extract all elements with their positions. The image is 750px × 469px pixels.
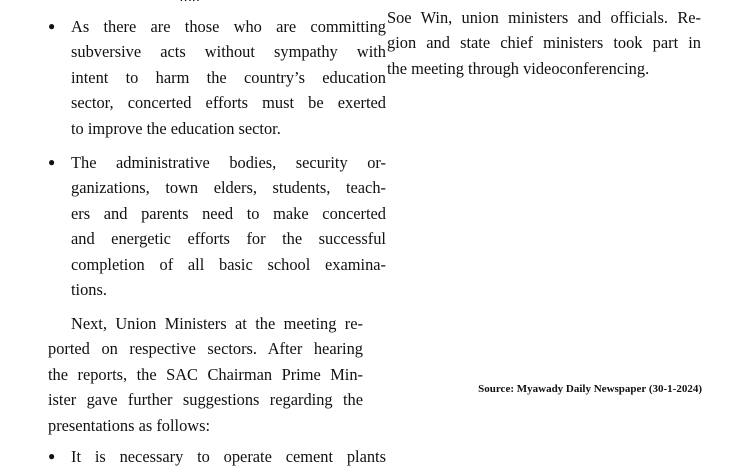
paragraph-line: presentations as follows: (48, 415, 211, 435)
paragraph-line: the meeting through videoconferencing. (387, 58, 650, 78)
bullet-icon: ● (48, 155, 56, 169)
bullet-item-cement-plants (48, 444, 386, 469)
bullet-line: to improve the education sector. (71, 118, 281, 138)
source-citation: Source: Myawady Daily Newspaper (30-1-2024) (478, 383, 702, 395)
bullet-line: As there are those who are committing (71, 17, 386, 36)
bullet-line: completion of all basic school examina- (71, 254, 386, 274)
bullet-icon: ● (48, 449, 56, 463)
bullet-line: ers and parents need to make concerted (71, 203, 386, 223)
bullet-item-examinations (48, 150, 386, 302)
paragraph-videoconference (387, 5, 701, 81)
bullet-line: sector, concerted efforts must be exerted (71, 93, 386, 113)
bullet-icon: ● (48, 19, 56, 33)
paragraph-line: Soe Win, union ministers and officials. Re- (387, 8, 701, 27)
paragraph-line: the reports, the SAC Chairman Prime Min- (48, 364, 363, 384)
paragraph-line: Next, Union Ministers at the meeting re- (71, 314, 363, 333)
bullet-line: The administrative bodies, security or- (71, 153, 386, 172)
paragraph-line: gion and state chief ministers took part in (387, 33, 701, 53)
bullet-line: It is necessary to operate cement plants (71, 447, 386, 466)
bullet-line: ganizations, town elders, students, teach- (71, 178, 386, 198)
bullet-line: subversive acts without sympathy with (71, 42, 386, 62)
bullet-line: and energetic efforts for the successful (71, 229, 386, 249)
bullet-line: intent to harm the country’s education (71, 67, 386, 87)
paragraph-union-ministers (48, 311, 363, 438)
partial-top-line (48, 0, 363, 1)
paragraph-line: ported on respective sectors. After hearing (48, 339, 363, 359)
bullet-item-education-sector (48, 14, 386, 141)
paragraph-line: ister gave further suggestions regarding the (48, 390, 363, 410)
bullet-line: tions. (71, 280, 107, 300)
